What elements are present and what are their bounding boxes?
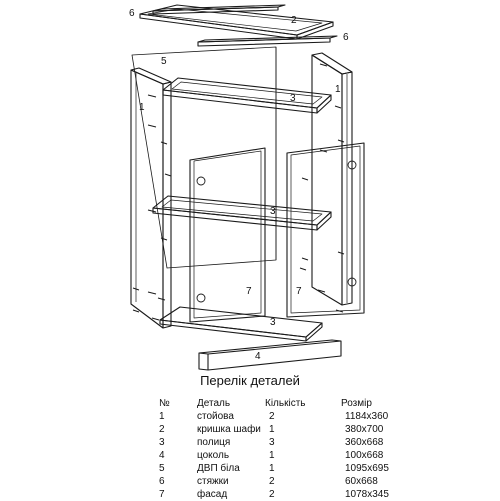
row-size: 1095x695: [345, 463, 389, 474]
row-no: 4: [159, 450, 165, 461]
top-rail-lower: [198, 36, 337, 46]
row-qty: 1: [269, 463, 275, 474]
table-row: [159, 462, 425, 475]
callout-3-top: 3: [290, 93, 296, 104]
header-no: №: [159, 398, 170, 409]
row-name: ДВП біла: [197, 463, 240, 474]
row-size: 1078x345: [345, 489, 389, 500]
row-no: 7: [159, 489, 165, 500]
row-size: 100x668: [345, 450, 384, 461]
row-no: 2: [159, 424, 165, 435]
callout-labels: [129, 8, 349, 362]
callout-7-right: 7: [296, 286, 302, 297]
callout-6-top: 6: [129, 8, 135, 19]
header-name: Деталь: [197, 398, 231, 409]
row-no: 3: [159, 437, 165, 448]
row-no: 1: [159, 411, 165, 422]
parts-list-title: Перелік деталей: [200, 373, 300, 388]
table-row: [159, 488, 425, 501]
row-qty: 2: [269, 411, 275, 422]
table-row: [159, 410, 425, 423]
row-no: 5: [159, 463, 165, 474]
callout-3-bottom: 3: [270, 317, 276, 328]
row-qty: 3: [269, 437, 275, 448]
callout-1-right: 1: [335, 84, 341, 95]
row-qty: 1: [269, 450, 275, 461]
table-row: [159, 449, 425, 462]
bottom-shelf: [160, 307, 322, 341]
table-row: [159, 475, 425, 488]
row-name: полиця: [197, 437, 231, 448]
row-size: 380x700: [345, 424, 384, 435]
header-qty: Кількість: [265, 398, 306, 409]
callout-4: 4: [255, 351, 261, 362]
right-side-panel: [312, 53, 352, 305]
row-qty: 2: [269, 489, 275, 500]
callout-7-left: 7: [246, 286, 252, 297]
row-name: кришка шафи: [197, 424, 261, 435]
row-qty: 2: [269, 476, 275, 487]
callout-1-left: 1: [139, 102, 145, 113]
plinth: [199, 340, 341, 370]
callout-2: 2: [291, 15, 297, 26]
callout-6-right: 6: [343, 32, 349, 43]
row-size: 360x668: [345, 437, 384, 448]
parts-list-table: [159, 397, 425, 501]
row-name: стяжки: [197, 476, 229, 487]
row-size: 60x668: [345, 476, 378, 487]
table-row: [159, 436, 425, 449]
row-no: 6: [159, 476, 165, 487]
callout-5: 5: [161, 56, 167, 67]
header-size: Розмір: [341, 398, 372, 409]
middle-shelf: [153, 196, 331, 230]
left-door: [190, 148, 265, 322]
table-row: [159, 423, 425, 436]
parts-table-header: [159, 397, 425, 410]
upper-shelf: [163, 78, 331, 113]
row-qty: 1: [269, 424, 275, 435]
row-name: цоколь: [197, 450, 230, 461]
left-panel-hinge-marks: [133, 95, 171, 294]
row-name: фасад: [197, 489, 228, 500]
callout-3-mid: 3: [270, 206, 276, 217]
row-name: стойова: [197, 411, 234, 422]
row-size: 1184x360: [345, 411, 389, 422]
